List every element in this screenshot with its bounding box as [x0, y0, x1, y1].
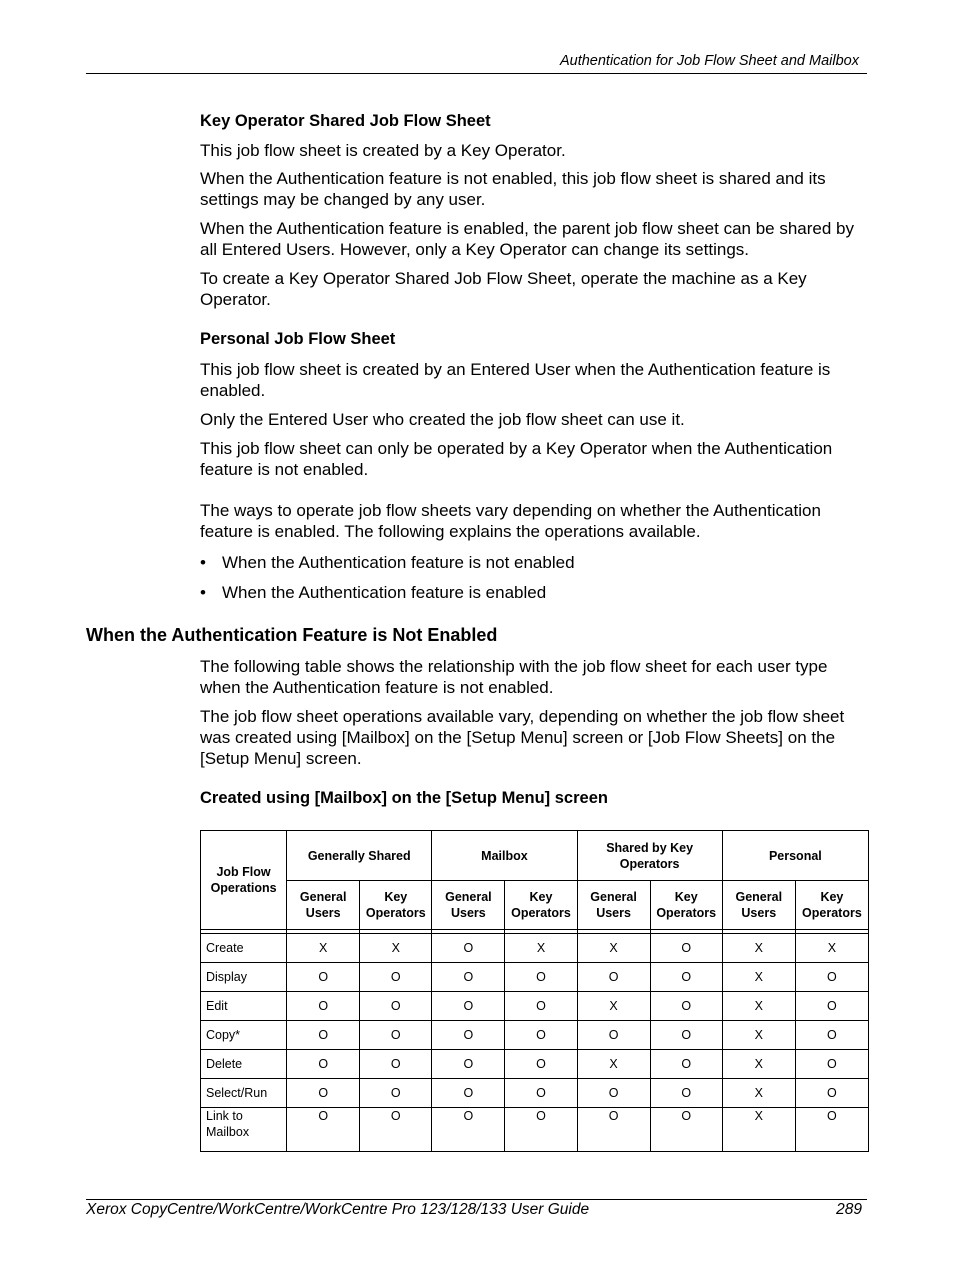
list-item	[200, 552, 575, 573]
table-cell: O	[505, 1079, 577, 1108]
column-header: General Users	[432, 881, 505, 930]
column-header: Key Operators	[650, 881, 722, 930]
table-cell: O	[650, 1108, 722, 1152]
table-cell: X	[722, 1079, 795, 1108]
paragraph: Only the Entered User who created the job flow sheet can use it.	[200, 410, 685, 429]
table-cell: O	[432, 934, 505, 963]
paragraph: When the Authentication feature is not enabled, this job flow sheet is shared and its settings may be changed by any user.	[200, 169, 826, 209]
paragraph: The ways to operate job flow sheets vary depending on whether the Authentication feature is enabled. The following explains the operations available.	[200, 501, 821, 541]
footer-guide-title: Xerox CopyCentre/WorkCentre/WorkCentre Pro 123/128/133 User Guide	[86, 1201, 590, 1218]
paragraph: To create a Key Operator Shared Job Flow Sheet, operate the machine as a Key Operator.	[200, 269, 807, 309]
table-cell: X	[577, 934, 650, 963]
table-cell: X	[722, 1021, 795, 1050]
table-cell: X	[505, 934, 577, 963]
table-cell: O	[287, 963, 360, 992]
table-cell: O	[577, 1108, 650, 1152]
table-cell: O	[360, 1021, 432, 1050]
table-cell: O	[505, 1108, 577, 1152]
table-cell: X	[795, 934, 868, 963]
table-cell: O	[287, 992, 360, 1021]
table-cell: O	[360, 963, 432, 992]
table-cell: O	[360, 992, 432, 1021]
table-cell: O	[287, 1108, 360, 1152]
table-cell: O	[432, 963, 505, 992]
table-cell: O	[795, 1108, 868, 1152]
table-row	[201, 1050, 869, 1079]
table-cell: O	[795, 1079, 868, 1108]
bullet-glyph: •	[200, 583, 206, 602]
column-header: General Users	[722, 881, 795, 930]
table-body	[201, 934, 869, 1152]
table-cell: O	[650, 934, 722, 963]
table-cell: X	[722, 1108, 795, 1152]
operation-label: Display	[201, 963, 287, 992]
table-row	[201, 992, 869, 1021]
group-header: Shared by Key Operators	[577, 831, 722, 881]
group-header: Generally Shared	[287, 831, 432, 881]
column-header: Key Operators	[360, 881, 432, 930]
table-cell: O	[287, 1079, 360, 1108]
table-cell: X	[722, 1050, 795, 1079]
table-row	[201, 963, 869, 992]
table-row	[201, 1079, 869, 1108]
table-cell: O	[287, 1050, 360, 1079]
table-cell: O	[577, 963, 650, 992]
table-row	[201, 1021, 869, 1050]
table-cell: O	[795, 992, 868, 1021]
table-cell: O	[505, 963, 577, 992]
heading-key-operator-shared: Key Operator Shared Job Flow Sheet	[200, 112, 491, 130]
table-cell: O	[360, 1108, 432, 1152]
column-header: General Users	[577, 881, 650, 930]
bullet-glyph: •	[200, 553, 206, 572]
paragraph: When the Authentication feature is enabled, the parent job flow sheet can be shared by all Entered Users. However, only a Key Operator can change its settings.	[200, 219, 854, 259]
table-row	[201, 1108, 869, 1152]
table-cell: O	[432, 1021, 505, 1050]
column-header: Key Operators	[505, 881, 577, 930]
operation-label: Copy*	[201, 1021, 287, 1050]
paragraph: The following table shows the relationship with the job flow sheet for each user type when the Authentication feature is not enabled.	[200, 657, 828, 697]
operations-table	[200, 830, 869, 1152]
table-corner-header: Job Flow Operations	[201, 831, 287, 930]
list-item	[200, 582, 546, 603]
table-header-row	[201, 831, 869, 881]
table-cell: X	[287, 934, 360, 963]
table-cell: X	[722, 934, 795, 963]
paragraph: This job flow sheet is created by a Key Operator.	[200, 141, 566, 160]
operation-label: Link to Mailbox	[201, 1108, 287, 1152]
table-cell: O	[505, 992, 577, 1021]
running-header: Authentication for Job Flow Sheet and Mailbox	[559, 53, 859, 69]
footer-rule	[86, 1199, 867, 1200]
operation-label: Delete	[201, 1050, 287, 1079]
table-cell: O	[650, 992, 722, 1021]
table-cell: O	[650, 963, 722, 992]
heading-personal-job-flow-sheet: Personal Job Flow Sheet	[200, 330, 396, 348]
paragraph: This job flow sheet can only be operated by a Key Operator when the Authentication feature is not enabled.	[200, 439, 833, 479]
page-number: 289	[836, 1201, 862, 1218]
paragraph: This job flow sheet is created by an Entered User when the Authentication feature is enabled.	[200, 360, 831, 400]
operation-label: Select/Run	[201, 1079, 287, 1108]
header-rule	[86, 73, 867, 74]
table-cell: O	[505, 1050, 577, 1079]
table-cell: X	[722, 992, 795, 1021]
table-cell: O	[287, 1021, 360, 1050]
list-item-text: When the Authentication feature is enabled	[222, 583, 547, 602]
table-cell: O	[432, 1108, 505, 1152]
table-cell: O	[650, 1050, 722, 1079]
paragraph: The job flow sheet operations available vary, depending on whether the job flow sheet was created using [Mailbox] on the [Setup Menu] screen or [Job Flow Sheets] on the [Setup Menu] screen.	[200, 707, 845, 768]
table-cell: X	[577, 992, 650, 1021]
table-cell: O	[795, 963, 868, 992]
table-cell: O	[360, 1050, 432, 1079]
table-cell: O	[650, 1079, 722, 1108]
column-header: Key Operators	[795, 881, 868, 930]
group-header: Personal	[722, 831, 868, 881]
table-cell: O	[650, 1021, 722, 1050]
group-header: Mailbox	[432, 831, 577, 881]
table-cell: O	[360, 1079, 432, 1108]
operation-label: Edit	[201, 992, 287, 1021]
table-cell: O	[505, 1021, 577, 1050]
heading-not-enabled: When the Authentication Feature is Not Enabled	[86, 625, 498, 645]
table-cell: X	[577, 1050, 650, 1079]
table-cell: O	[577, 1021, 650, 1050]
table-cell: O	[577, 1079, 650, 1108]
table-cell: O	[795, 1050, 868, 1079]
table-subheader-row	[201, 881, 869, 930]
table-cell: X	[360, 934, 432, 963]
operation-label: Create	[201, 934, 287, 963]
column-header: General Users	[287, 881, 360, 930]
table-cell: X	[722, 963, 795, 992]
table-cell: O	[432, 992, 505, 1021]
table-cell: O	[795, 1021, 868, 1050]
table-cell: O	[432, 1050, 505, 1079]
table-cell: O	[432, 1079, 505, 1108]
heading-created-using-mailbox: Created using [Mailbox] on the [Setup Menu] screen	[200, 789, 608, 807]
table-row	[201, 934, 869, 963]
list-item-text: When the Authentication feature is not enabled	[222, 553, 575, 572]
